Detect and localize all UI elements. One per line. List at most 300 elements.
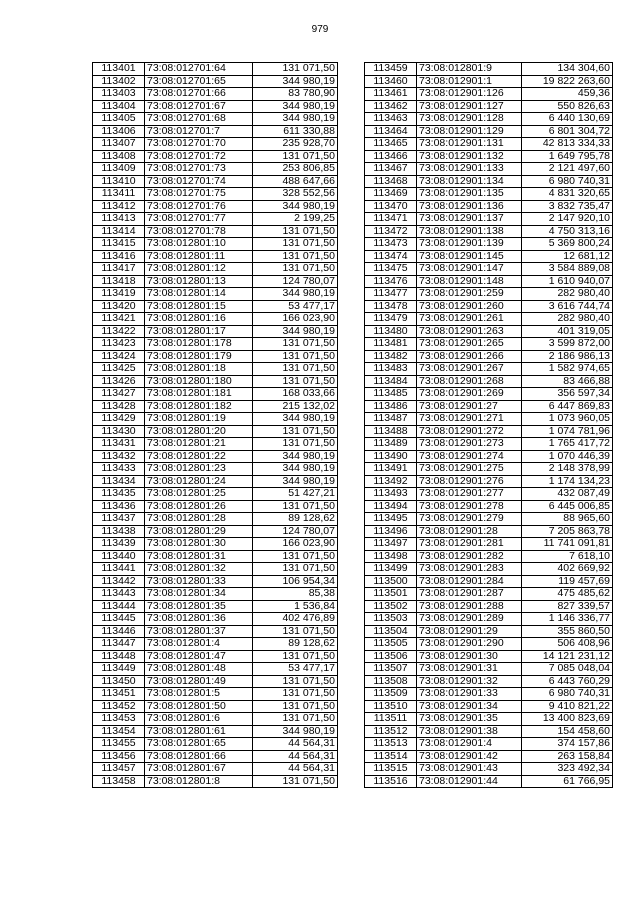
value-cell: 1 070 446,39	[522, 450, 613, 463]
cadastral-number-cell: 73:08:012901:129	[417, 125, 522, 138]
table-row	[365, 725, 613, 738]
table-row	[365, 675, 613, 688]
table-row	[365, 238, 613, 251]
value-cell: 124 780,07	[253, 275, 338, 288]
cadastral-number-cell: 73:08:012901:274	[417, 450, 522, 463]
value-cell: 44 564,31	[253, 738, 338, 751]
row-number-cell: 113502	[365, 600, 417, 613]
cadastral-number-cell: 73:08:012701:68	[145, 113, 253, 126]
value-cell: 6 980 740,31	[522, 175, 613, 188]
cadastral-number-cell: 73:08:012901:43	[417, 763, 522, 776]
value-cell: 131 071,50	[253, 700, 338, 713]
row-number-cell: 113513	[365, 738, 417, 751]
cadastral-number-cell: 73:08:012701:65	[145, 75, 253, 88]
table-row	[93, 425, 338, 438]
value-cell: 2 199,25	[253, 213, 338, 226]
cadastral-number-cell: 73:08:012901:127	[417, 100, 522, 113]
cadastral-number-cell: 73:08:012801:22	[145, 450, 253, 463]
cadastral-number-cell: 73:08:012901:272	[417, 425, 522, 438]
value-cell: 11 741 091,81	[522, 538, 613, 551]
table-row	[93, 100, 338, 113]
value-cell: 3 616 744,74	[522, 300, 613, 313]
value-cell: 2 148 378,99	[522, 463, 613, 476]
table-row	[365, 338, 613, 351]
table-row	[93, 138, 338, 151]
cadastral-number-cell: 73:08:012801:179	[145, 350, 253, 363]
cadastral-number-cell: 73:08:012801:28	[145, 513, 253, 526]
value-cell: 328 552,56	[253, 188, 338, 201]
table-row	[365, 188, 613, 201]
value-cell: 1 649 795,78	[522, 150, 613, 163]
row-number-cell: 113490	[365, 450, 417, 463]
table-row	[93, 488, 338, 501]
table-row	[93, 563, 338, 576]
cadastral-number-cell: 73:08:012801:19	[145, 413, 253, 426]
row-number-cell: 113426	[93, 375, 145, 388]
table-row	[365, 138, 613, 151]
value-cell: 344 980,19	[253, 100, 338, 113]
cadastral-number-cell: 73:08:012701:74	[145, 175, 253, 188]
row-number-cell: 113506	[365, 650, 417, 663]
table-row	[365, 763, 613, 776]
cadastral-number-cell: 73:08:012901:38	[417, 725, 522, 738]
cadastral-number-cell: 73:08:012901:4	[417, 738, 522, 751]
cadastral-number-cell: 73:08:012901:265	[417, 338, 522, 351]
row-number-cell: 113411	[93, 188, 145, 201]
cadastral-number-cell: 73:08:012801:48	[145, 663, 253, 676]
table-row	[365, 438, 613, 451]
table-row	[365, 75, 613, 88]
cadastral-number-cell: 73:08:012801:12	[145, 263, 253, 276]
value-cell: 488 647,66	[253, 175, 338, 188]
table-row	[365, 375, 613, 388]
cadastral-number-cell: 73:08:012901:145	[417, 250, 522, 263]
value-cell: 7 618,10	[522, 550, 613, 563]
cadastral-number-cell: 73:08:012701:70	[145, 138, 253, 151]
row-number-cell: 113445	[93, 613, 145, 626]
cadastral-number-cell: 73:08:012801:18	[145, 363, 253, 376]
cadastral-number-cell: 73:08:012801:34	[145, 588, 253, 601]
value-cell: 13 400 823,69	[522, 713, 613, 726]
table-row	[365, 775, 613, 788]
cadastral-number-cell: 73:08:012701:77	[145, 213, 253, 226]
table-row	[93, 738, 338, 751]
table-row	[93, 238, 338, 251]
cadastral-number-cell: 73:08:012901:148	[417, 275, 522, 288]
value-cell: 401 319,05	[522, 325, 613, 338]
value-cell: 131 071,50	[253, 150, 338, 163]
cadastral-number-cell: 73:08:012901:135	[417, 188, 522, 201]
cadastral-number-cell: 73:08:012801:33	[145, 575, 253, 588]
cadastral-number-cell: 73:08:012901:28	[417, 525, 522, 538]
row-number-cell: 113462	[365, 100, 417, 113]
value-cell: 131 071,50	[253, 363, 338, 376]
cadastral-number-cell: 73:08:012701:64	[145, 63, 253, 76]
cadastral-number-cell: 73:08:012901:277	[417, 488, 522, 501]
row-number-cell: 113417	[93, 263, 145, 276]
cadastral-number-cell: 73:08:012801:5	[145, 688, 253, 701]
value-cell: 3 832 735,47	[522, 200, 613, 213]
cadastral-number-cell: 73:08:012901:288	[417, 600, 522, 613]
value-cell: 263 158,84	[522, 750, 613, 763]
value-cell: 83 466,88	[522, 375, 613, 388]
row-number-cell: 113419	[93, 288, 145, 301]
cadastral-number-cell: 73:08:012701:72	[145, 150, 253, 163]
table-row	[365, 650, 613, 663]
cadastral-number-cell: 73:08:012801:36	[145, 613, 253, 626]
row-number-cell: 113488	[365, 425, 417, 438]
table-row	[93, 700, 338, 713]
row-number-cell: 113492	[365, 475, 417, 488]
value-cell: 611 330,88	[253, 125, 338, 138]
table-row	[365, 200, 613, 213]
cadastral-number-cell: 73:08:012801:182	[145, 400, 253, 413]
row-number-cell: 113482	[365, 350, 417, 363]
value-cell: 1 536,84	[253, 600, 338, 613]
cadastral-number-cell: 73:08:012901:260	[417, 300, 522, 313]
table-row	[365, 300, 613, 313]
table-row	[365, 363, 613, 376]
table-row	[93, 388, 338, 401]
row-number-cell: 113475	[365, 263, 417, 276]
row-number-cell: 113459	[365, 63, 417, 76]
row-number-cell: 113446	[93, 625, 145, 638]
cadastral-number-cell: 73:08:012901:271	[417, 413, 522, 426]
cadastral-number-cell: 73:08:012801:24	[145, 475, 253, 488]
cadastral-number-cell: 73:08:012801:4	[145, 638, 253, 651]
row-number-cell: 113439	[93, 538, 145, 551]
cadastral-number-cell: 73:08:012801:181	[145, 388, 253, 401]
cadastral-number-cell: 73:08:012901:284	[417, 575, 522, 588]
table-row	[93, 625, 338, 638]
value-cell: 44 564,31	[253, 763, 338, 776]
value-cell: 131 071,50	[253, 675, 338, 688]
row-number-cell: 113431	[93, 438, 145, 451]
cadastral-number-cell: 73:08:012901:131	[417, 138, 522, 151]
row-number-cell: 113434	[93, 475, 145, 488]
table-row	[93, 363, 338, 376]
cadastral-number-cell: 73:08:012901:139	[417, 238, 522, 251]
cadastral-number-cell: 73:08:012801:13	[145, 275, 253, 288]
row-number-cell: 113449	[93, 663, 145, 676]
table-row	[365, 663, 613, 676]
cadastral-number-cell: 73:08:012801:21	[145, 438, 253, 451]
table-row	[365, 213, 613, 226]
row-number-cell: 113437	[93, 513, 145, 526]
value-cell: 506 408,96	[522, 638, 613, 651]
value-cell: 3 584 889,08	[522, 263, 613, 276]
table-row	[93, 525, 338, 538]
row-number-cell: 113418	[93, 275, 145, 288]
row-number-cell: 113499	[365, 563, 417, 576]
table-row	[365, 175, 613, 188]
row-number-cell: 113406	[93, 125, 145, 138]
cadastral-number-cell: 73:08:012701:75	[145, 188, 253, 201]
cadastral-number-cell: 73:08:012901:44	[417, 775, 522, 788]
value-cell: 6 980 740,31	[522, 688, 613, 701]
row-number-cell: 113436	[93, 500, 145, 513]
row-number-cell: 113465	[365, 138, 417, 151]
value-cell: 282 980,40	[522, 288, 613, 301]
table-row	[93, 450, 338, 463]
cadastral-number-cell: 73:08:012801:61	[145, 725, 253, 738]
row-number-cell: 113476	[365, 275, 417, 288]
row-number-cell: 113469	[365, 188, 417, 201]
page-number: 979	[311, 24, 329, 35]
table-row	[365, 575, 613, 588]
row-number-cell: 113405	[93, 113, 145, 126]
row-number-cell: 113416	[93, 250, 145, 263]
cadastral-number-cell: 73:08:012901:273	[417, 438, 522, 451]
value-cell: 131 071,50	[253, 338, 338, 351]
table-row	[93, 75, 338, 88]
value-cell: 344 980,19	[253, 325, 338, 338]
row-number-cell: 113489	[365, 438, 417, 451]
table-row	[365, 100, 613, 113]
cadastral-number-cell: 73:08:012801:47	[145, 650, 253, 663]
value-cell: 344 980,19	[253, 413, 338, 426]
value-cell: 344 980,19	[253, 200, 338, 213]
row-number-cell: 113458	[93, 775, 145, 788]
row-number-cell: 113474	[365, 250, 417, 263]
row-number-cell: 113409	[93, 163, 145, 176]
table-row	[93, 225, 338, 238]
table-row	[93, 275, 338, 288]
value-cell: 51 427,21	[253, 488, 338, 501]
value-cell: 166 023,90	[253, 313, 338, 326]
table-row	[365, 125, 613, 138]
row-number-cell: 113424	[93, 350, 145, 363]
row-number-cell: 113516	[365, 775, 417, 788]
table-row	[93, 150, 338, 163]
table-row	[93, 400, 338, 413]
cadastral-number-cell: 73:08:012901:275	[417, 463, 522, 476]
cadastral-number-cell: 73:08:012901:137	[417, 213, 522, 226]
table-row	[365, 625, 613, 638]
value-cell: 166 023,90	[253, 538, 338, 551]
table-row	[93, 600, 338, 613]
cadastral-number-cell: 73:08:012801:32	[145, 563, 253, 576]
cadastral-number-cell: 73:08:012801:180	[145, 375, 253, 388]
row-number-cell: 113453	[93, 713, 145, 726]
cadastral-number-cell: 73:08:012901:263	[417, 325, 522, 338]
value-cell: 14 121 231,12	[522, 650, 613, 663]
row-number-cell: 113497	[365, 538, 417, 551]
row-number-cell: 113428	[93, 400, 145, 413]
value-cell: 6 443 760,29	[522, 675, 613, 688]
table-row	[93, 375, 338, 388]
value-cell: 344 980,19	[253, 725, 338, 738]
value-cell: 344 980,19	[253, 450, 338, 463]
cadastral-number-cell: 73:08:012801:16	[145, 313, 253, 326]
value-cell: 131 071,50	[253, 375, 338, 388]
value-cell: 344 980,19	[253, 113, 338, 126]
table-row	[93, 500, 338, 513]
cadastral-number-cell: 73:08:012901:31	[417, 663, 522, 676]
table-row	[365, 350, 613, 363]
value-cell: 344 980,19	[253, 475, 338, 488]
row-number-cell: 113413	[93, 213, 145, 226]
cadastral-number-cell: 73:08:012901:30	[417, 650, 522, 663]
table-row	[93, 188, 338, 201]
value-cell: 7 085 048,04	[522, 663, 613, 676]
table-row	[93, 538, 338, 551]
table-row	[365, 275, 613, 288]
cadastral-number-cell: 73:08:012801:35	[145, 600, 253, 613]
value-cell: 61 766,95	[522, 775, 613, 788]
row-number-cell: 113464	[365, 125, 417, 138]
row-number-cell: 113408	[93, 150, 145, 163]
cadastral-number-cell: 73:08:012701:76	[145, 200, 253, 213]
row-number-cell: 113444	[93, 600, 145, 613]
cadastral-number-cell: 73:08:012801:26	[145, 500, 253, 513]
value-cell: 53 477,17	[253, 663, 338, 676]
table-row	[365, 463, 613, 476]
row-number-cell: 113512	[365, 725, 417, 738]
value-cell: 6 445 006,85	[522, 500, 613, 513]
value-cell: 459,36	[522, 88, 613, 101]
value-cell: 5 369 800,24	[522, 238, 613, 251]
value-cell: 131 071,50	[253, 563, 338, 576]
cadastral-number-cell: 73:08:012801:6	[145, 713, 253, 726]
row-number-cell: 113427	[93, 388, 145, 401]
table-row	[365, 550, 613, 563]
table-row	[93, 463, 338, 476]
table-row	[365, 600, 613, 613]
table-row	[93, 663, 338, 676]
cadastral-number-cell: 73:08:012801:15	[145, 300, 253, 313]
row-number-cell: 113507	[365, 663, 417, 676]
value-cell: 282 980,40	[522, 313, 613, 326]
row-number-cell: 113487	[365, 413, 417, 426]
cadastral-number-cell: 73:08:012901:290	[417, 638, 522, 651]
table-row	[93, 125, 338, 138]
value-cell: 235 928,70	[253, 138, 338, 151]
table-row	[365, 588, 613, 601]
row-number-cell: 113450	[93, 675, 145, 688]
cadastral-number-cell: 73:08:012901:35	[417, 713, 522, 726]
row-number-cell: 113495	[365, 513, 417, 526]
cadastral-number-cell: 73:08:012901:289	[417, 613, 522, 626]
cadastral-number-cell: 73:08:012801:11	[145, 250, 253, 263]
cadastral-number-cell: 73:08:012901:134	[417, 175, 522, 188]
row-number-cell: 113451	[93, 688, 145, 701]
cadastral-number-cell: 73:08:012901:32	[417, 675, 522, 688]
table-row	[93, 725, 338, 738]
row-number-cell: 113483	[365, 363, 417, 376]
table-row	[93, 163, 338, 176]
row-number-cell: 113505	[365, 638, 417, 651]
value-cell: 6 447 869,83	[522, 400, 613, 413]
row-number-cell: 113425	[93, 363, 145, 376]
row-number-cell: 113508	[365, 675, 417, 688]
value-cell: 1 174 134,23	[522, 475, 613, 488]
cadastral-number-cell: 73:08:012901:138	[417, 225, 522, 238]
table-row	[93, 550, 338, 563]
table-row	[365, 225, 613, 238]
row-number-cell: 113501	[365, 588, 417, 601]
table-row	[365, 388, 613, 401]
value-cell: 1 146 336,77	[522, 613, 613, 626]
cadastral-number-cell: 73:08:012901:281	[417, 538, 522, 551]
value-cell: 131 071,50	[253, 425, 338, 438]
table-row	[365, 488, 613, 501]
table-row	[93, 650, 338, 663]
value-cell: 550 826,63	[522, 100, 613, 113]
row-number-cell: 113503	[365, 613, 417, 626]
table-row	[93, 313, 338, 326]
cadastral-number-cell: 73:08:012701:7	[145, 125, 253, 138]
table-row	[93, 575, 338, 588]
value-cell: 131 071,50	[253, 438, 338, 451]
table-row	[365, 738, 613, 751]
cadastral-number-cell: 73:08:012801:37	[145, 625, 253, 638]
cadastral-number-cell: 73:08:012801:9	[417, 63, 522, 76]
table-row	[93, 300, 338, 313]
row-number-cell: 113433	[93, 463, 145, 476]
table-row	[365, 400, 613, 413]
value-cell: 154 458,60	[522, 725, 613, 738]
register-table-right	[364, 62, 613, 788]
table-row	[365, 63, 613, 76]
row-number-cell: 113477	[365, 288, 417, 301]
table-row	[365, 325, 613, 338]
row-number-cell: 113404	[93, 100, 145, 113]
row-number-cell: 113504	[365, 625, 417, 638]
value-cell: 4 831 320,65	[522, 188, 613, 201]
table-row	[365, 713, 613, 726]
row-number-cell: 113480	[365, 325, 417, 338]
value-cell: 432 087,49	[522, 488, 613, 501]
value-cell: 131 071,50	[253, 238, 338, 251]
table-row	[93, 613, 338, 626]
row-number-cell: 113455	[93, 738, 145, 751]
cadastral-number-cell: 73:08:012801:49	[145, 675, 253, 688]
table-row	[365, 500, 613, 513]
table-row	[365, 263, 613, 276]
row-number-cell: 113463	[365, 113, 417, 126]
value-cell: 344 980,19	[253, 463, 338, 476]
table-row	[93, 113, 338, 126]
value-cell: 44 564,31	[253, 750, 338, 763]
value-cell: 131 071,50	[253, 625, 338, 638]
cadastral-number-cell: 73:08:012801:8	[145, 775, 253, 788]
cadastral-number-cell: 73:08:012901:268	[417, 375, 522, 388]
value-cell: 356 597,34	[522, 388, 613, 401]
register-table-left	[92, 62, 338, 788]
row-number-cell: 113402	[93, 75, 145, 88]
row-number-cell: 113511	[365, 713, 417, 726]
table-row	[365, 638, 613, 651]
row-number-cell: 113421	[93, 313, 145, 326]
cadastral-number-cell: 73:08:012901:42	[417, 750, 522, 763]
row-number-cell: 113454	[93, 725, 145, 738]
table-row	[365, 538, 613, 551]
value-cell: 168 033,66	[253, 388, 338, 401]
value-cell: 131 071,50	[253, 713, 338, 726]
cadastral-number-cell: 73:08:012801:25	[145, 488, 253, 501]
row-number-cell: 113478	[365, 300, 417, 313]
value-cell: 42 813 334,33	[522, 138, 613, 151]
value-cell: 131 071,50	[253, 650, 338, 663]
table-row	[365, 313, 613, 326]
cadastral-number-cell: 73:08:012801:23	[145, 463, 253, 476]
table-row	[93, 175, 338, 188]
table-row	[365, 250, 613, 263]
row-number-cell: 113466	[365, 150, 417, 163]
value-cell: 131 071,50	[253, 775, 338, 788]
value-cell: 6 440 130,69	[522, 113, 613, 126]
